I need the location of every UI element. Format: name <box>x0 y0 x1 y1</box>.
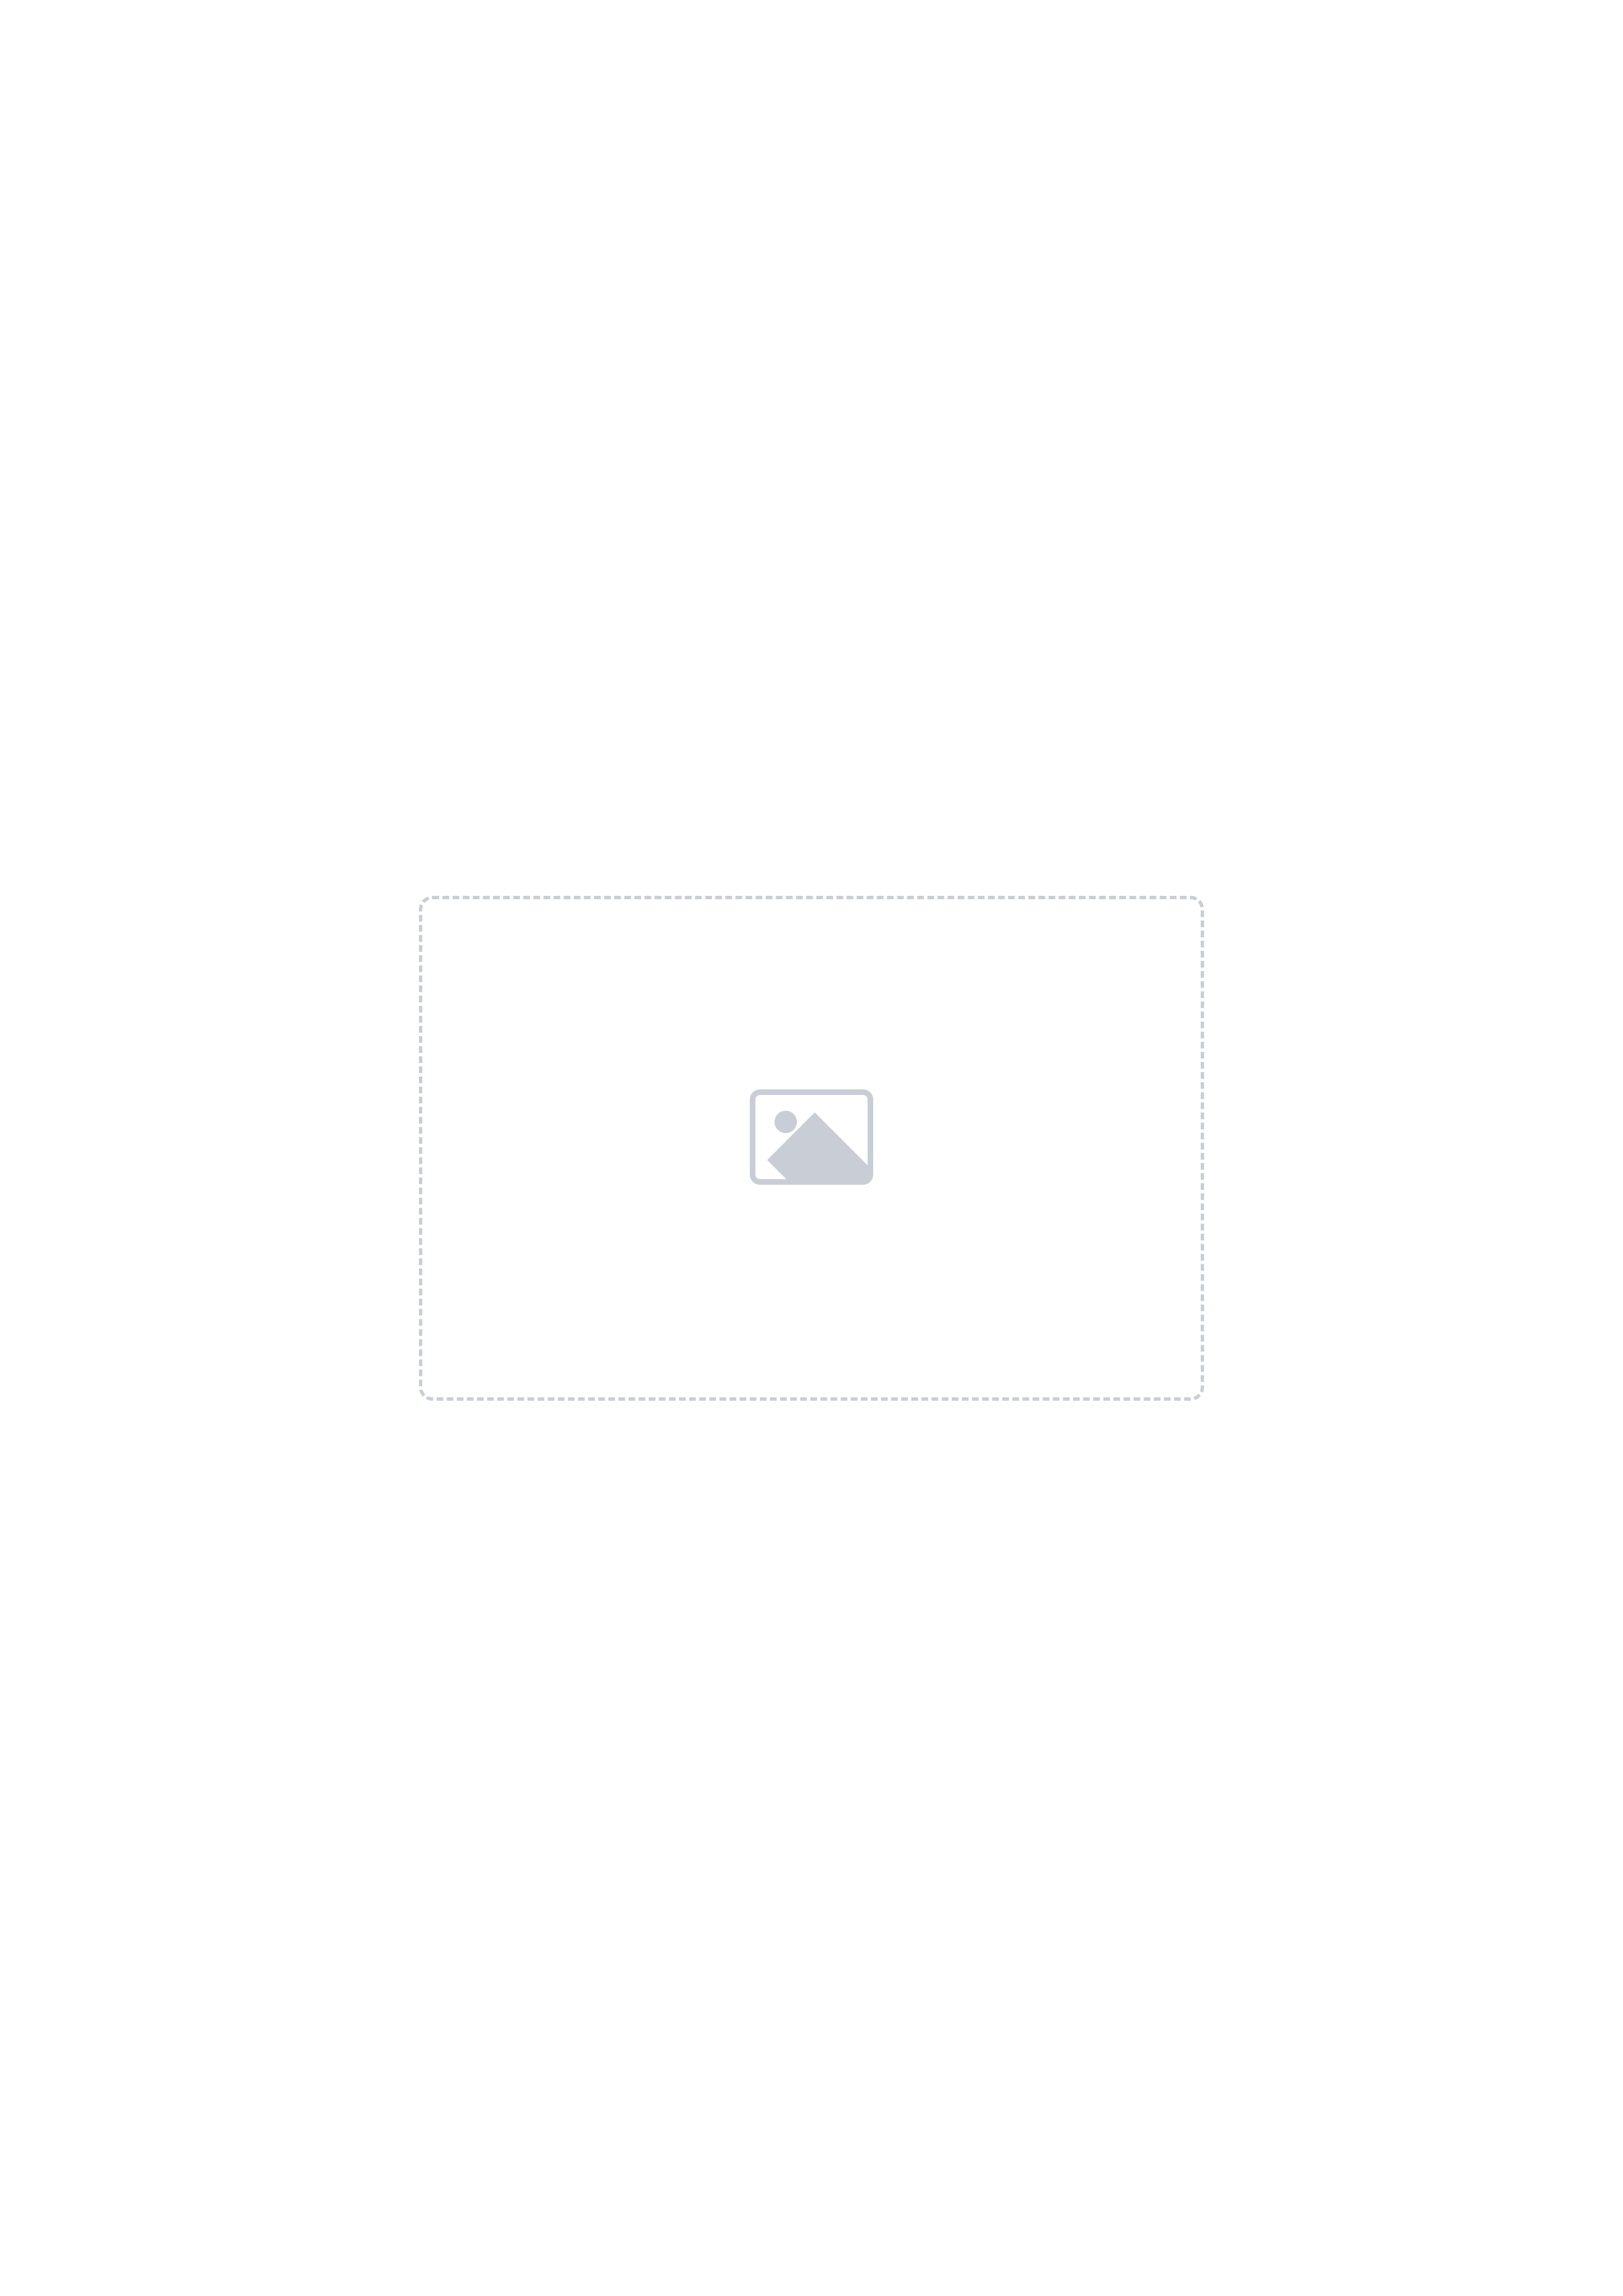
image-placeholder-icon <box>750 1089 873 1185</box>
image-placeholder-sun-shape <box>774 1111 797 1133</box>
missing-screenshot-region <box>419 896 1204 1401</box>
